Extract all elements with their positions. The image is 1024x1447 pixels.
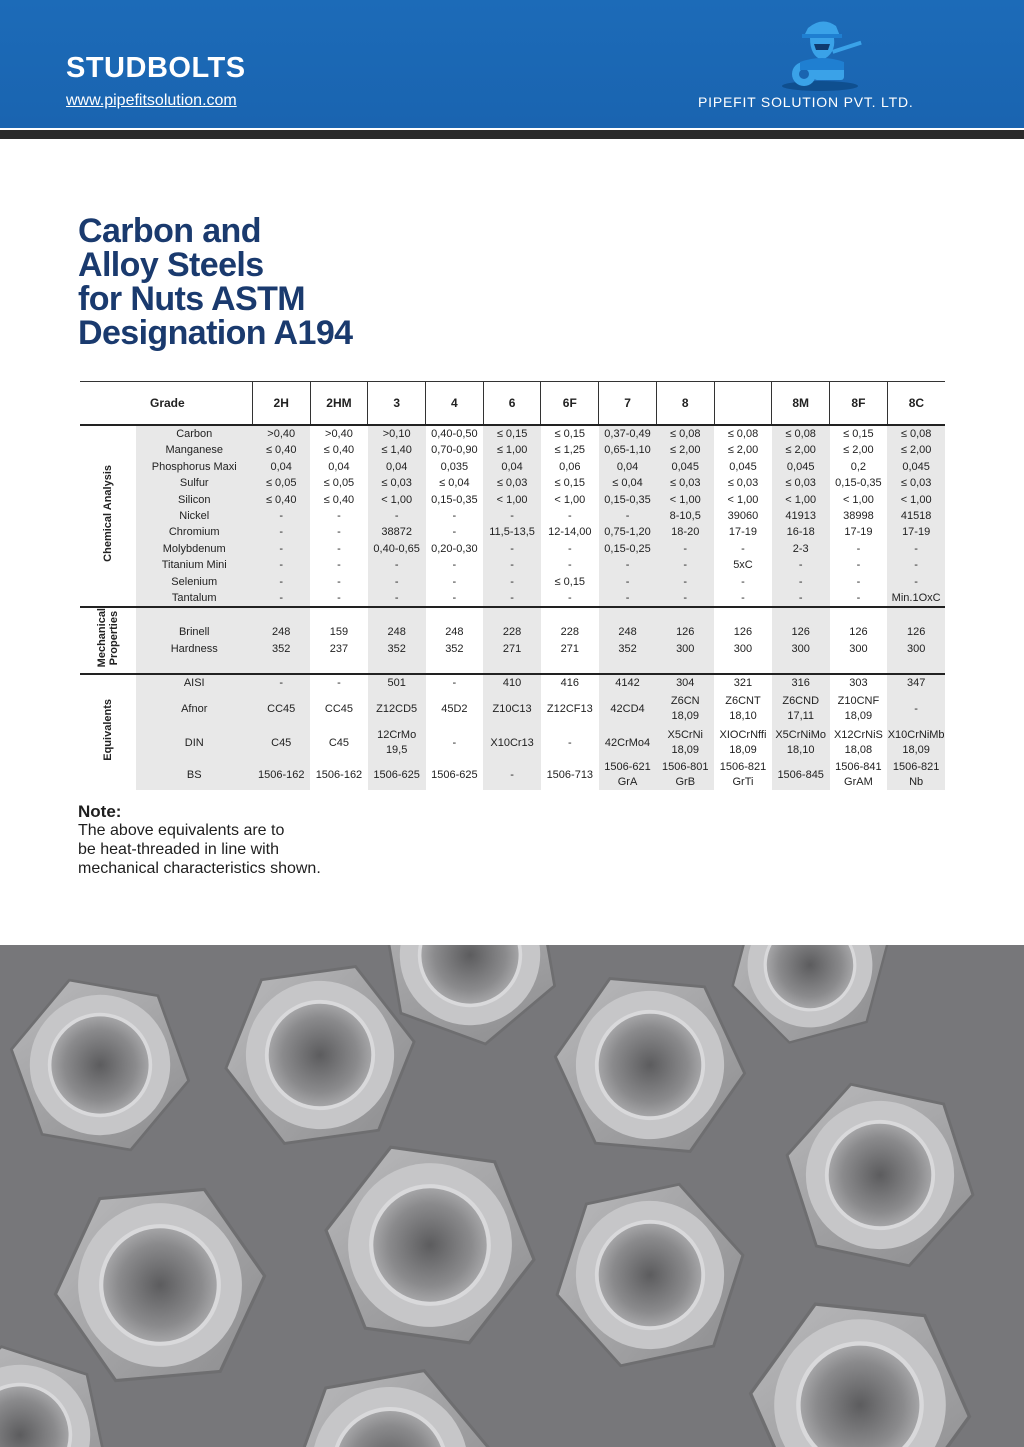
value-cell: 0,15-0,35	[830, 475, 888, 491]
value-cell: -	[252, 524, 310, 540]
value-cell: -	[368, 590, 426, 607]
value-cell: 501	[368, 674, 426, 692]
table-row	[80, 508, 945, 524]
value-cell	[310, 607, 368, 674]
value-line: 300	[733, 642, 753, 655]
value-cell: 2-3	[772, 541, 830, 557]
value-cell: 416	[541, 674, 599, 692]
section-label	[96, 608, 120, 667]
value-cell: 12-14,00	[541, 524, 599, 540]
value-cell: 347	[887, 674, 945, 692]
value-line: 300	[676, 642, 695, 655]
value-cell: ≤ 0,03	[887, 475, 945, 491]
property-label: Molybdenum	[136, 541, 252, 557]
value-cell: C45	[310, 726, 368, 760]
value-cell: ≤ 2,00	[656, 442, 714, 458]
value-cell: ≤ 0,08	[714, 425, 772, 442]
table-row	[80, 574, 945, 590]
value-cell: -	[599, 590, 657, 607]
value-cell: -	[483, 574, 541, 590]
value-cell: ≤ 0,15	[483, 425, 541, 442]
value-cell: X12CrNiS 18,08	[830, 726, 888, 760]
value-line: 248	[272, 626, 291, 639]
equivalents-section	[80, 674, 945, 790]
value-cell: 1506-713	[541, 760, 599, 790]
value-cell: 0,04	[368, 459, 426, 475]
value-cell: 0,04	[599, 459, 657, 475]
table-row	[80, 459, 945, 475]
value-line: 352	[387, 642, 406, 655]
grade-header: 7	[599, 382, 657, 426]
section-label-cell	[80, 425, 136, 607]
value-line: 228	[502, 626, 522, 639]
value-cell: -	[310, 524, 368, 540]
value-cell: -	[310, 557, 368, 573]
value-cell	[772, 607, 830, 674]
value-cell: ≤ 0,40	[252, 492, 310, 508]
value-cell: 4142	[599, 674, 657, 692]
value-line: 248	[387, 626, 406, 639]
value-cell: -	[310, 574, 368, 590]
title-line: Carbon and	[78, 212, 261, 250]
value-cell: 410	[483, 674, 541, 692]
value-cell: -	[714, 574, 772, 590]
property-label: Sulfur	[136, 475, 252, 491]
value-cell: -	[656, 590, 714, 607]
value-line: 159	[329, 626, 349, 639]
value-cell: ≤ 2,00	[772, 442, 830, 458]
value-cell: -	[252, 590, 310, 607]
value-cell: -	[541, 541, 599, 557]
value-cell: -	[483, 508, 541, 524]
value-cell: 0,37-0,49	[599, 425, 657, 442]
value-cell: 0,15-0,35	[599, 492, 657, 508]
property-label: AISI	[136, 674, 252, 692]
value-cell: 5xC	[714, 557, 772, 573]
value-cell: -	[772, 590, 830, 607]
value-cell: 17-19	[830, 524, 888, 540]
grade-header: 3	[368, 382, 426, 426]
value-cell: 0,75-1,20	[599, 524, 657, 540]
value-cell: 1506-821 Nb	[887, 760, 945, 790]
company-name: PIPEFIT SOLUTION PVT. LTD.	[698, 94, 914, 110]
grade-header: 8	[656, 382, 714, 426]
value-cell: -	[656, 557, 714, 573]
value-cell: X5CrNiMo 18,10	[772, 726, 830, 760]
property-label: Selenium	[136, 574, 252, 590]
value-cell: 0,40-0,65	[368, 541, 426, 557]
value-cell: -	[426, 590, 484, 607]
table-row	[80, 607, 945, 674]
value-line: 352	[272, 642, 291, 655]
value-cell: -	[541, 557, 599, 573]
value-cell: XIOCrNffi 18,09	[714, 726, 772, 760]
property-label: Silicon	[136, 492, 252, 508]
value-cell: 42CD4	[599, 692, 657, 726]
value-cell: ≤ 0,40	[310, 442, 368, 458]
value-line: 271	[560, 642, 579, 655]
value-line: 352	[445, 642, 464, 655]
table-row	[80, 475, 945, 491]
header-banner	[0, 0, 1024, 128]
value-cell: -	[426, 726, 484, 760]
value-cell: 303	[830, 674, 888, 692]
value-cell: 1506-625	[426, 760, 484, 790]
value-cell: -	[887, 692, 945, 726]
value-cell	[426, 607, 484, 674]
value-cell: -	[310, 541, 368, 557]
value-cell: -	[483, 557, 541, 573]
value-cell: 8-10,5	[656, 508, 714, 524]
value-cell: ≤ 2,00	[830, 442, 888, 458]
value-cell: -	[830, 541, 888, 557]
table-row	[80, 541, 945, 557]
value-cell: 18-20	[656, 524, 714, 540]
table-row	[80, 674, 945, 692]
grade-header: 2HM	[310, 382, 368, 426]
value-cell: < 1,00	[368, 492, 426, 508]
value-cell: ≤ 0,04	[599, 475, 657, 491]
section-label: Equivalents	[102, 699, 115, 761]
value-cell: -	[599, 574, 657, 590]
value-cell: ≤ 1,00	[483, 442, 541, 458]
value-cell: 41913	[772, 508, 830, 524]
value-cell: 0,65-1,10	[599, 442, 657, 458]
value-cell: ≤ 0,15	[541, 425, 599, 442]
section-label-text: Properties	[108, 610, 121, 666]
value-cell: 0,2	[830, 459, 888, 475]
value-cell: 0,04	[310, 459, 368, 475]
grade-header: 6	[483, 382, 541, 426]
value-cell: 16-18	[772, 524, 830, 540]
value-cell	[714, 607, 772, 674]
chemical-analysis-section	[80, 425, 945, 607]
property-label: Nickel	[136, 508, 252, 524]
value-cell	[541, 607, 599, 674]
value-line: 126	[906, 626, 926, 639]
property-label-line: Hardness	[170, 642, 218, 655]
value-cell: ≤ 0,03	[656, 475, 714, 491]
section-label-text: Mechanical	[96, 608, 109, 668]
value-cell: < 1,00	[772, 492, 830, 508]
value-cell: Z12CF13	[541, 692, 599, 726]
value-cell: 42CrMo4	[599, 726, 657, 760]
value-cell: < 1,00	[483, 492, 541, 508]
value-cell	[656, 607, 714, 674]
value-cell: -	[714, 541, 772, 557]
value-cell: Z6CN 18,09	[656, 692, 714, 726]
value-cell	[252, 607, 310, 674]
brand-title: STUDBOLTS	[66, 52, 246, 84]
value-cell: 41518	[887, 508, 945, 524]
title-line: Alloy Steels	[78, 246, 264, 284]
value-line: 271	[502, 642, 522, 655]
table-row	[80, 492, 945, 508]
website-link[interactable]: www.pipefitsolution.com	[66, 92, 237, 109]
value-cell: X10CrNiMb 18,09	[887, 726, 945, 760]
value-cell: ≤ 0,05	[310, 475, 368, 491]
value-cell: 0,045	[772, 459, 830, 475]
value-cell: 0,045	[656, 459, 714, 475]
value-cell: 12CrMo 19,5	[368, 726, 426, 760]
value-cell: 0,70-0,90	[426, 442, 484, 458]
value-cell: 0,15-0,35	[426, 492, 484, 508]
value-cell: 1506-621 GrA	[599, 760, 657, 790]
value-cell: -	[656, 574, 714, 590]
value-cell: CC45	[310, 692, 368, 726]
section-label	[102, 465, 114, 562]
value-line: 126	[733, 626, 753, 639]
value-line: 248	[445, 626, 464, 639]
section-label-cell	[80, 607, 136, 674]
company-logo	[770, 14, 870, 92]
value-cell: ≤ 0,03	[714, 475, 772, 491]
table-row	[80, 524, 945, 540]
value-line: 126	[791, 626, 810, 639]
value-cell: -	[830, 574, 888, 590]
value-cell: ≤ 0,40	[252, 442, 310, 458]
value-cell: -	[426, 674, 484, 692]
value-cell	[483, 607, 541, 674]
value-cell: 1506-841 GrAM	[830, 760, 888, 790]
value-cell: 1506-801 GrB	[656, 760, 714, 790]
table-row	[80, 726, 945, 760]
value-cell: < 1,00	[541, 492, 599, 508]
property-label: Titanium Mini	[136, 557, 252, 573]
value-cell: 316	[772, 674, 830, 692]
property-label: DIN	[136, 726, 252, 760]
value-line: 248	[618, 626, 637, 639]
value-cell: C45	[252, 726, 310, 760]
value-cell	[887, 607, 945, 674]
value-cell: -	[887, 574, 945, 590]
value-cell: >0,10	[368, 425, 426, 442]
table-row	[80, 590, 945, 607]
note-line: The above equivalents are to	[78, 822, 285, 839]
value-cell: ≤ 1,40	[368, 442, 426, 458]
value-cell: -	[252, 574, 310, 590]
value-cell	[830, 607, 888, 674]
value-cell: ≤ 0,03	[368, 475, 426, 491]
grade-header: 8C	[887, 382, 945, 426]
value-cell: -	[252, 541, 310, 557]
value-cell: 45D2	[426, 692, 484, 726]
section-label-text: Chemical Analysis	[102, 465, 115, 562]
value-cell: 1506-821 GrTi	[714, 760, 772, 790]
property-label: Manganese	[136, 442, 252, 458]
value-cell: ≤ 0,03	[772, 475, 830, 491]
value-cell: -	[426, 557, 484, 573]
value-cell: 0,035	[426, 459, 484, 475]
value-cell: -	[541, 590, 599, 607]
value-cell: -	[426, 574, 484, 590]
value-cell: ≤ 0,05	[252, 475, 310, 491]
grade-header: 8F	[830, 382, 888, 426]
value-cell: X5CrNi 18,09	[656, 726, 714, 760]
value-cell: -	[252, 508, 310, 524]
value-cell: -	[599, 557, 657, 573]
grade-header	[714, 382, 772, 426]
value-line: 237	[329, 642, 349, 655]
table-row	[80, 425, 945, 442]
value-cell: 0,04	[483, 459, 541, 475]
value-cell: < 1,00	[830, 492, 888, 508]
value-cell: 0,04	[252, 459, 310, 475]
value-cell: -	[310, 674, 368, 692]
note-line: be heat-threaded in line with	[78, 841, 280, 858]
value-cell: 321	[714, 674, 772, 692]
value-cell: -	[772, 574, 830, 590]
value-cell: < 1,00	[656, 492, 714, 508]
value-cell: ≤ 2,00	[714, 442, 772, 458]
value-cell: 39060	[714, 508, 772, 524]
header-dark-divider	[0, 130, 1024, 139]
value-cell: ≤ 0,15	[541, 574, 599, 590]
value-cell: 0,06	[541, 459, 599, 475]
property-label: BS	[136, 760, 252, 790]
value-cell: 1506-625	[368, 760, 426, 790]
value-cell: -	[252, 557, 310, 573]
value-line: 126	[849, 626, 868, 639]
value-cell: -	[887, 541, 945, 557]
value-cell: -	[368, 574, 426, 590]
value-cell: 1506-845	[772, 760, 830, 790]
note-heading: Note:	[78, 802, 122, 821]
value-cell: ≤ 0,40	[310, 492, 368, 508]
value-cell: -	[252, 674, 310, 692]
value-cell: -	[656, 541, 714, 557]
value-cell: -	[483, 590, 541, 607]
mechanical-properties-section	[80, 607, 945, 674]
value-cell: Z6CNT 18,10	[714, 692, 772, 726]
value-cell: -	[772, 557, 830, 573]
value-cell: 0,20-0,30	[426, 541, 484, 557]
value-line: 352	[618, 642, 637, 655]
table-row	[80, 442, 945, 458]
value-line: 300	[791, 642, 810, 655]
value-cell: ≤ 0,08	[656, 425, 714, 442]
hex-nuts-photo	[0, 945, 1024, 1447]
value-cell: -	[541, 726, 599, 760]
grade-label: Grade	[80, 382, 252, 426]
grade-header: 2H	[252, 382, 310, 426]
grade-header: 8M	[772, 382, 830, 426]
property-label	[136, 607, 252, 674]
value-cell: 0,045	[714, 459, 772, 475]
value-cell: -	[599, 508, 657, 524]
value-cell	[599, 607, 657, 674]
value-cell: -	[368, 508, 426, 524]
value-cell: -	[483, 760, 541, 790]
property-label: Afnor	[136, 692, 252, 726]
value-cell: Z6CND 17,11	[772, 692, 830, 726]
grade-header: 6F	[541, 382, 599, 426]
value-cell: 38872	[368, 524, 426, 540]
property-label: Carbon	[136, 425, 252, 442]
value-cell: 0,40-0,50	[426, 425, 484, 442]
hex-nuts-illustration	[0, 945, 1024, 1447]
property-label-line: Brinell	[178, 626, 210, 639]
value-cell: -	[426, 508, 484, 524]
value-cell: ≤ 0,15	[541, 475, 599, 491]
value-cell: CC45	[252, 692, 310, 726]
value-cell: 38998	[830, 508, 888, 524]
table-header	[80, 382, 945, 426]
value-cell: 0,15-0,25	[599, 541, 657, 557]
value-cell: 0,045	[887, 459, 945, 475]
property-label: Phosphorus Maxi	[136, 459, 252, 475]
value-cell: -	[830, 590, 888, 607]
note-block	[78, 802, 321, 878]
value-line: 126	[676, 626, 695, 639]
value-cell: 1506-162	[310, 760, 368, 790]
value-cell: >0,40	[310, 425, 368, 442]
table-row	[80, 557, 945, 573]
value-cell: -	[887, 557, 945, 573]
value-cell: -	[830, 557, 888, 573]
value-cell: -	[714, 590, 772, 607]
value-cell: Z12CD5	[368, 692, 426, 726]
value-line: 300	[906, 642, 926, 655]
title-line: for Nuts ASTM	[78, 280, 306, 318]
value-cell: -	[310, 590, 368, 607]
value-cell: X10Cr13	[483, 726, 541, 760]
table-row	[80, 760, 945, 790]
value-cell: 11,5-13,5	[483, 524, 541, 540]
value-cell: ≤ 0,15	[830, 425, 888, 442]
value-cell: -	[368, 557, 426, 573]
value-cell: >0,40	[252, 425, 310, 442]
value-cell: 1506-162	[252, 760, 310, 790]
page-title	[78, 214, 498, 350]
value-cell: ≤ 0,08	[887, 425, 945, 442]
value-cell: ≤ 0,04	[426, 475, 484, 491]
value-cell: < 1,00	[887, 492, 945, 508]
value-cell: 304	[656, 674, 714, 692]
value-cell: Z10CNF 18,09	[830, 692, 888, 726]
value-cell: < 1,00	[714, 492, 772, 508]
note-line: mechanical characteristics shown.	[78, 860, 321, 877]
value-cell: ≤ 1,25	[541, 442, 599, 458]
section-label-cell	[80, 674, 136, 790]
value-cell: ≤ 0,08	[772, 425, 830, 442]
value-cell: ≤ 0,03	[483, 475, 541, 491]
table-row	[80, 692, 945, 726]
value-cell: -	[541, 508, 599, 524]
material-spec-table	[80, 381, 945, 790]
grade-header: 4	[426, 382, 484, 426]
value-cell: -	[426, 524, 484, 540]
value-cell: Min.1OxC	[887, 590, 945, 607]
value-cell: ≤ 2,00	[887, 442, 945, 458]
value-line: 300	[849, 642, 868, 655]
value-cell: 17-19	[714, 524, 772, 540]
value-line: 228	[560, 626, 579, 639]
value-cell: -	[483, 541, 541, 557]
title-line: Designation A194	[78, 314, 353, 352]
value-cell	[368, 607, 426, 674]
property-label: Tantalum	[136, 590, 252, 607]
value-cell: Z10C13	[483, 692, 541, 726]
property-label: Chromium	[136, 524, 252, 540]
value-cell: 17-19	[887, 524, 945, 540]
value-cell: -	[310, 508, 368, 524]
